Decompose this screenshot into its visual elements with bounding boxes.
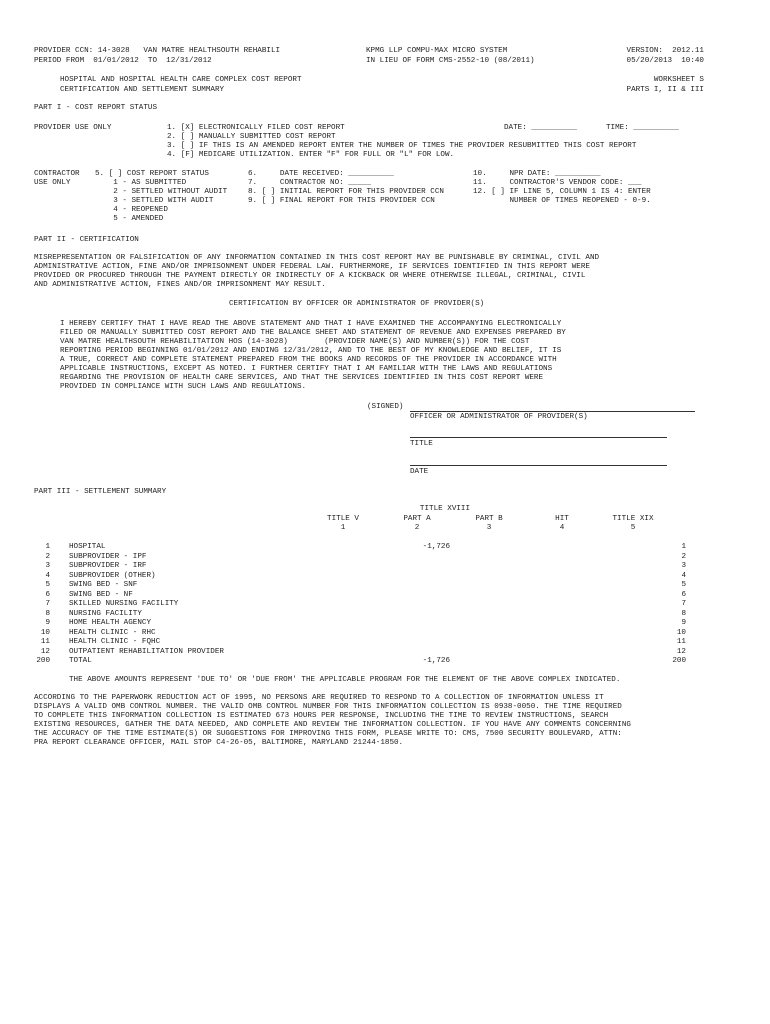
report-subtitle: CERTIFICATION AND SETTLEMENT SUMMARY [60, 86, 225, 94]
col-hit: HIT [555, 515, 569, 523]
row-label: SUBPROVIDER - IPF [69, 552, 147, 561]
row-num-right: 4 [681, 571, 686, 580]
row-label: OUTPATIENT REHABILITATION PROVIDER [69, 647, 224, 656]
certification-heading: CERTIFICATION BY OFFICER OR ADMINISTRATOR OF PROVIDER(S) [229, 300, 485, 308]
row-num: 200 [36, 657, 50, 665]
row-label: HEALTH CLINIC - FQHC [69, 638, 161, 646]
row-label: TOTAL [69, 657, 92, 665]
date-line[interactable] [410, 465, 667, 466]
col-num-5: 5 [630, 524, 636, 532]
row-num: 10 [40, 628, 50, 637]
provider-use-only: PROVIDER USE ONLY [34, 124, 112, 132]
row-num-right: 9 [681, 619, 686, 627]
row-num: 12 [40, 647, 50, 656]
system-name: KPMG LLP COMPU-MAX MICRO SYSTEM [366, 47, 508, 55]
col-num-2: 2 [414, 524, 420, 532]
row-num-right: 11 [676, 638, 686, 646]
row-label: SKILLED NURSING FACILITY [69, 600, 179, 608]
row-label: SUBPROVIDER - IRF [69, 562, 147, 570]
part2-heading: PART II - CERTIFICATION [34, 236, 139, 244]
row-num-right: 2 [681, 552, 686, 561]
row-label: HEALTH CLINIC - RHC [69, 628, 156, 637]
title-label: TITLE [410, 440, 433, 448]
row-part-a-value: -1,726 [422, 657, 450, 665]
provider-ccn: PROVIDER CCN: 14-3028 VAN MATRE HEALTHSOUTH REHABILI [34, 47, 281, 55]
row-num: 8 [45, 609, 50, 618]
report-title: HOSPITAL AND HOSPITAL HEALTH CARE COMPLEX COST REPORT [60, 76, 302, 84]
row-num: 3 [45, 562, 50, 570]
contractor-fields-10-12: 10. NPR DATE: __________ 11. CONTRACTOR'S VENDOR CODE: ___ 12. [ ] IF LINE 5, COLUMN 1 IS 4: ENTER NUMBER OF TIMES REOPENED - 0-9. [473, 170, 651, 205]
col-title-xix: TITLE XIX [612, 515, 654, 523]
row-part-a-value: -1,726 [422, 543, 450, 551]
row-label: SUBPROVIDER (OTHER) [69, 571, 156, 580]
part1-heading: PART I - COST REPORT STATUS [34, 104, 158, 112]
row-num-right: 12 [676, 647, 686, 656]
status-line-2: 2. [ ] MANUALLY SUBMITTED COST REPORT [167, 133, 336, 141]
signature-line[interactable] [410, 411, 695, 412]
part3-heading: PART III - SETTLEMENT SUMMARY [34, 488, 167, 496]
col-part-b: PART B [475, 515, 503, 523]
date-label: DATE [410, 468, 429, 476]
contractor-fields-6-9: 6. DATE RECEIVED: __________ 7. CONTRACTOR NO: _____ 8. [ ] INITIAL REPORT FOR THIS PROVIDER CCN 9. [ ] FINAL REPORT FOR THIS PROVIDER CCN [248, 170, 444, 205]
row-num: 9 [45, 619, 50, 627]
row-num-right: 1 [681, 543, 686, 551]
version: VERSION: 2012.11 [626, 47, 704, 55]
row-num: 4 [45, 571, 50, 580]
misrepresentation-warning: MISREPRESENTATION OR FALSIFICATION OF ANY INFORMATION CONTAINED IN THIS COST REPORT MAY BE PUNISHABLE BY CRIMINAL, CIVIL AND ADMINISTRATIVE ACTION, FINE AND/OR IMPRISONMENT UNDER FEDERAL LAW. FURTHERMORE, IF SERVICES IDENTIFIED IN THIS REPORT WERE PROVIDED OR PROCURED THROUGH THE PAYMENT DIRECTLY OR INDIRECTLY OF A KICKBACK OR WHERE OTHERWISE ILLEGAL, CRIMINAL, CIVIL AND ADMINISTRATIVE ACTION, FINES AND/OR IMPRISONMENT MAY RESULT. [34, 254, 600, 289]
row-num-right: 6 [681, 590, 686, 599]
officer-label: OFFICER OR ADMINISTRATOR OF PROVIDER(S) [410, 413, 588, 421]
col-title-v: TITLE V [327, 515, 359, 523]
row-num: 7 [45, 600, 50, 608]
worksheet-label: WORKSHEET S [653, 76, 704, 84]
row-num-right: 200 [672, 657, 686, 665]
row-num-right: 3 [681, 562, 686, 570]
col-num-1: 1 [340, 524, 346, 532]
row-num: 6 [45, 590, 50, 599]
row-num: 2 [45, 552, 50, 561]
col-num-4: 4 [559, 524, 565, 532]
contractor-use-only: CONTRACTOR USE ONLY [34, 170, 80, 187]
reporting-period: PERIOD FROM 01/01/2012 TO 12/31/2012 [34, 57, 212, 65]
form-reference: IN LIEU OF FORM CMS-2552-10 (08/2011) [366, 57, 535, 65]
paperwork-reduction-notice: ACCORDING TO THE PAPERWORK REDUCTION ACT OF 1995, NO PERSONS ARE REQUIRED TO RESPOND TO A COLLECTION OF INFORMATION UNLESS IT DISPLAYS A VALID OMB CONTROL NUMBER. THE VALID OMB CONTROL NUMBER FOR THIS INFORMATION COLLECTION IS 0938-0050. THE TIME REQUIRED TO COMPLETE THIS INFORMATION COLLECTION IS ESTIMATED 673 HOURS PER RESPONSE, INCLUDING THE TIME TO REVIEW INSTRUCTIONS, SEARCH EXISTING RESOURCES, GATHER THE DATA NEEDED, AND COMPLETE AND REVIEW THE INFORMATION COLLECTION. IF YOU HAVE ANY COMMENTS CONCERNING THE ACCURACY OF THE TIME ESTIMATE(S) OR SUGGESTIONS FOR IMPROVING THIS FORM, PLEASE WRITE TO: CMS, 7500 SECURITY BOULEVARD, ATTN: PRA REPORT CLEARANCE OFFICER, MAIL STOP C4-26-05, BALTIMORE, MARYLAND 21244-1850. [34, 694, 631, 747]
title-xviii-header: TITLE XVIII [419, 505, 471, 513]
row-num-right: 8 [681, 609, 686, 618]
signed-label: (SIGNED) [367, 403, 404, 411]
title-line[interactable] [410, 437, 667, 438]
col-num-3: 3 [486, 524, 492, 532]
row-num: 1 [45, 543, 50, 551]
row-label: NURSING FACILITY [69, 609, 142, 618]
row-num-right: 5 [681, 581, 686, 589]
time-field: TIME: __________ [606, 124, 679, 132]
row-label: HOME HEALTH AGENCY [69, 619, 152, 627]
row-label: SWING BED - NF [69, 590, 133, 599]
row-num: 5 [45, 581, 50, 589]
date-field: DATE: __________ [504, 124, 577, 132]
status-line-3: 3. [ ] IF THIS IS AN AMENDED REPORT ENTER THE NUMBER OF TIMES THE PROVIDER RESUBMITTED THIS COST REPORT [167, 142, 637, 150]
settlement-note: THE ABOVE AMOUNTS REPRESENT 'DUE TO' OR 'DUE FROM' THE APPLICABLE PROGRAM FOR THE ELEMENT OF THE ABOVE COMPLEX INDICATED. [69, 676, 621, 684]
col-part-a: PART A [403, 515, 431, 523]
row-num: 11 [40, 638, 50, 646]
print-datetime: 05/20/2013 10:40 [626, 57, 704, 65]
row-label: SWING BED - SNF [69, 581, 138, 589]
row-num-right: 7 [681, 600, 686, 608]
status-line-4: 4. [F] MEDICARE UTILIZATION. ENTER "F" FOR FULL OR "L" FOR LOW. [167, 151, 455, 159]
worksheet-parts: PARTS I, II & III [626, 86, 704, 94]
certification-statement: I HEREBY CERTIFY THAT I HAVE READ THE ABOVE STATEMENT AND THAT I HAVE EXAMINED THE ACCOMPANYING ELECTRONICALLY FILED OR MANUALLY SUBMITTED COST REPORT AND THE BALANCE SHEET AND STATEMENT OF REVENUE AND EXPENSES PREPARED BY VAN MATRE HEALTHSOUTH REHABILITATION HOS (14-3028) (PROVIDER NAME(S) AND NUMBER(S)) FOR THE COST REPORTING PERIOD BEGINNING 01/01/2012 AND ENDING 12/31/2012, AND TO THE BEST OF MY KNOWLEDGE AND BELIEF, IT IS A TRUE, CORRECT AND COMPLETE STATEMENT PREPARED FROM THE BOOKS AND RECORDS OF THE PROVIDER IN ACCORDANCE WITH APPLICABLE INSTRUCTIONS, EXCEPT AS NOTED. I FURTHER CERTIFY THAT I AM FAMILIAR WITH THE LAWS AND REGULATIONS REGARDING THE PROVISION OF HEALTH CARE SERVICES, AND THAT THE SERVICES IDENTIFIED IN THIS COST REPORT WERE PROVIDED IN COMPLIANCE WITH SUCH LAWS AND REGULATIONS. [60, 320, 566, 391]
cost-report-status-options: 5. [ ] COST REPORT STATUS 1 - AS SUBMITTED 2 - SETTLED WITHOUT AUDIT 3 - SETTLED WITH AUDIT 4 - REOPENED 5 - AMENDED [95, 170, 228, 223]
row-label: HOSPITAL [69, 543, 106, 551]
status-line-1: 1. [X] ELECTRONICALLY FILED COST REPORT [167, 124, 345, 132]
row-num-right: 10 [676, 628, 686, 637]
